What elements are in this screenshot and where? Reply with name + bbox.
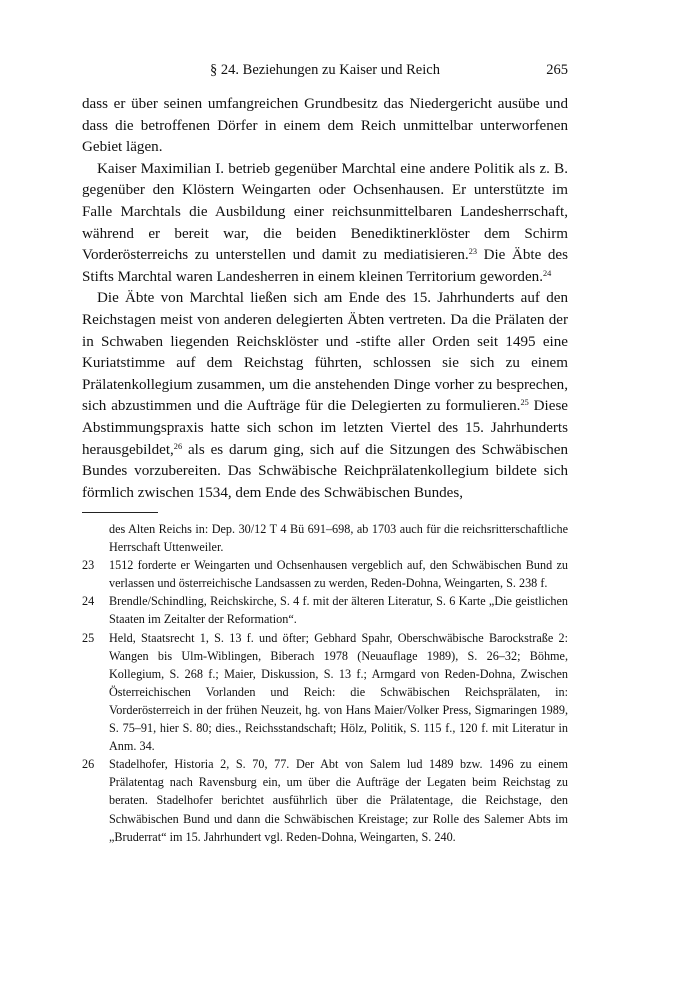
paragraph-1: dass er über seinen umfangreichen Grundbesitz das Niedergericht ausübe und dass die betroffenen Dörfer in einem dem Reich unmittelbar unterworfenen Gebiet lägen.	[82, 96, 568, 156]
main-text	[82, 94, 568, 504]
paragraph-2-text-a: Kaiser Maximilian I. betrieb gegenüber Marchtal eine andere Politik als z. B. gegenüber den Klöstern Weingarten oder Ochsenhausen. Er unterstützte im Falle Marchtals die Ausbildung einer reichsunmittelbaren Landesherrschaft, während er bereit war, die beiden Benediktinerklöster dem Schirm Vorderösterreichs zu unterstellen und damit zu mediatisieren.	[82, 160, 568, 264]
paragraph-2-text-b: Die Äbte des Stifts Marchtal waren Landesherren in einem kleinen Territorium geworden.	[82, 247, 568, 285]
footnote-continued: des Alten Reichs in: Dep. 30/12 T 4 Bü 691–698, ab 1703 auch für die reichsritterschaftliche Herrschaft Uttenweiler.	[109, 522, 568, 555]
page-number: 265	[546, 62, 568, 78]
footnote-ref-25: 25	[520, 398, 529, 408]
footnote-24	[82, 592, 568, 628]
footnote-26	[82, 755, 568, 845]
footnote-number: 23	[82, 558, 95, 573]
footnote-ref-24: 24	[542, 268, 552, 278]
paragraph-3-text-b: Diese Abstimmungspraxis hatte sich schon im letzten Viertel des 15. Jahrhunderts herausgebildet,	[82, 398, 569, 458]
footnote-text: Brendle/Schindling, Reichskirche, S. 4 f. mit der älteren Literatur, S. 6 Karte „Die geistlichen Staaten im Zeitalter der Reformation“.	[109, 594, 568, 627]
running-head	[82, 62, 568, 82]
footnote-number: 24	[82, 594, 95, 609]
footnote-text: Stadelhofer, Historia 2, S. 70, 77. Der Abt von Salem lud 1489 bzw. 1496 zu einem Prälatentag nach Ravensburg ein, um über die Aufträge der Legaten beim Reichstag zu beraten. Stadelhofer berichtet ausführlich über die Prälatentage, die Reichstage, den Schwäbischen Bund und dann die Schwäbischen Kreistage; zur Rolle des Salemer Abts im „Bruderrat“ im 15. Jahrhundert vgl. Reden-Dohna, Weingarten, S. 240.	[109, 757, 568, 844]
paragraph-3	[82, 288, 568, 504]
footnote-23	[82, 556, 568, 592]
running-title: § 24. Beziehungen zu Kaiser und Reich	[210, 62, 440, 78]
footnote-ref-23: 23	[468, 247, 477, 257]
footnote-number: 26	[82, 757, 95, 772]
footnotes	[82, 520, 568, 846]
paragraph-3-text-a: Die Äbte von Marchtal ließen sich am Ende des 15. Jahrhunderts auf den Reichstagen meist von anderen delegierten Äbten vertreten. Da die Prälaten der in Schwaben liegenden Reichsklöster und -stifte aller Orden seit 1495 eine Kuriatstimme auf dem Reichstag führten, schlossen sie sich zu einem Prälatenkollegium zusammen, um die anstehenden Dinge vorher zu besprechen, sich abzustimmen und die Aufträge für die Delegierten zu formulieren.	[82, 290, 568, 415]
footnote-number: 25	[82, 630, 95, 645]
footnote-25	[82, 629, 568, 756]
paragraph-2	[82, 159, 568, 289]
footnote-ref-26: 26	[173, 441, 183, 451]
footnote-text: 1512 forderte er Weingarten und Ochsenhausen vergeblich auf, den Schwäbischen Bund zu verlassen und österreichische Landsassen zu werden, Reden-Dohna, Weingarten, S. 238 f.	[109, 558, 568, 591]
paragraph-3-text-c: als es darum ging, sich auf die Sitzungen des Schwäbischen Bundes vorzubereiten. Das Schwäbische Reichprälatenkollegium bildete sich förmlich zwischen 1534, dem Ende des Schwäbischen Bundes,	[82, 441, 568, 501]
footnote-text: Held, Staatsrecht 1, S. 13 f. und öfter; Gebhard Spahr, Oberschwäbische Barockstraße 2: Wangen bis Ulm-Wiblingen, Biberach 1978 (Neuauflage 1989), S. 26–32; Böhme, Kollegium, S. 268 f.; Maier, Diskussion, S. 13 f.; Armgard von Reden-Dohna, Zwischen Österreichischen Vorlanden und Reich: die Schwäbischen Reichsprälaten, in: Vorderösterreich in der frühen Neuzeit, hg. von Hans Maier/Volker Press, Sigmaringen 1989, S. 75–91, hier S. 80; dies., Reichsstandschaft; Hölz, Politik, S. 115 f., 120 f. mit Literatur in Anm. 34.	[109, 630, 568, 754]
footnote-separator	[82, 512, 158, 513]
